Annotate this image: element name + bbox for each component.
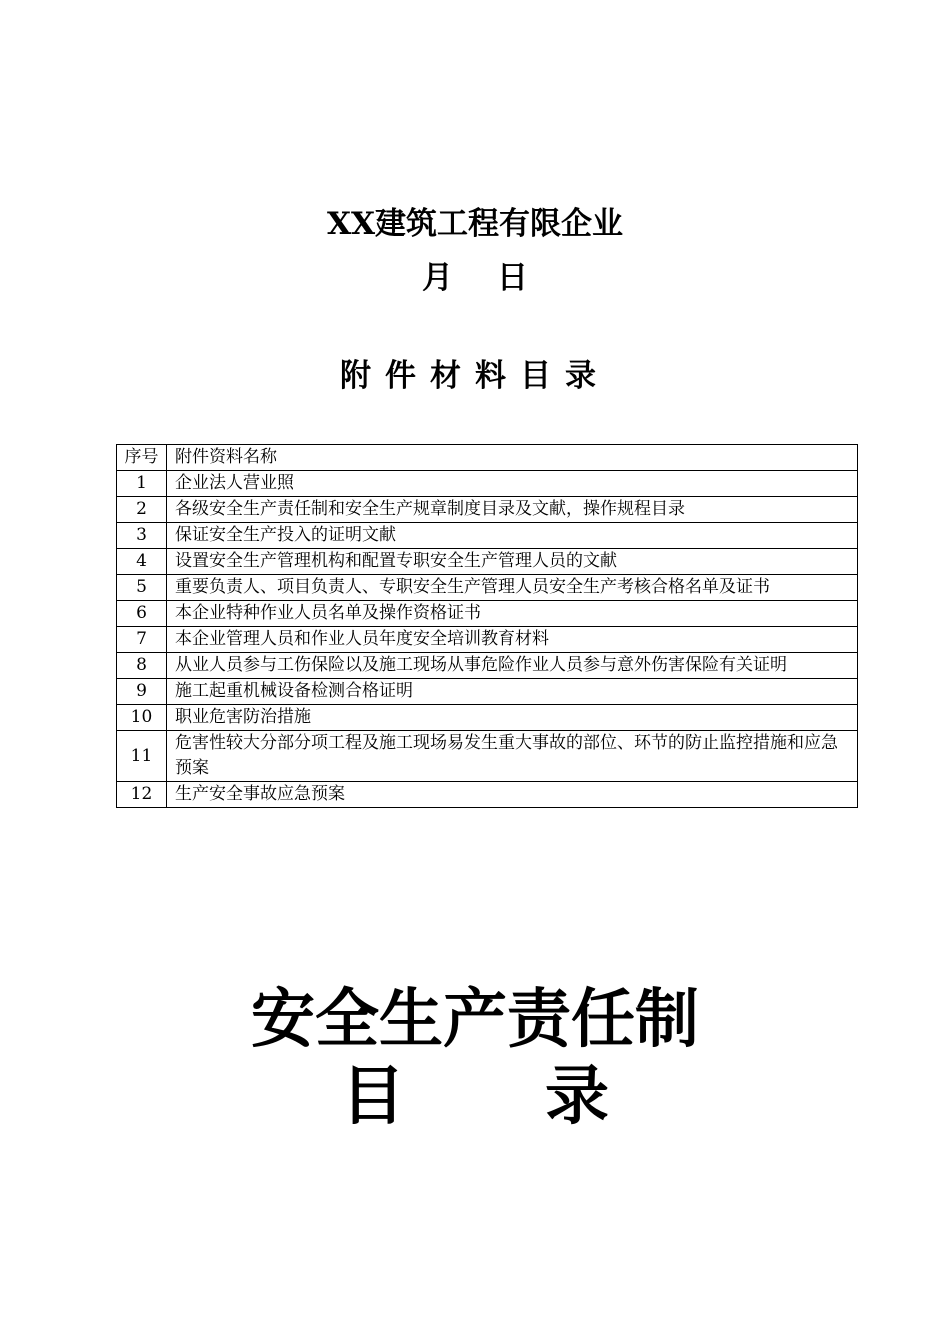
company-name: XX建筑工程有限企业 [326,206,624,242]
table-row [117,601,858,627]
row-number: 4 [117,549,167,575]
header-name: 附件资料名称 [167,445,858,471]
attachment-table [116,444,858,808]
month-label: 月 [422,260,453,296]
row-document-name: 企业法人营业照 [167,471,858,497]
row-number: 2 [117,497,167,523]
row-document-name: 本企业管理人员和作业人员年度安全培训教育材料 [167,627,858,653]
section-subtitle [0,1055,950,1139]
table-row [117,549,858,575]
table-row [117,653,858,679]
row-number: 11 [117,731,167,782]
row-document-name: 生产安全事故应急预案 [167,782,858,808]
date-line [0,252,950,297]
row-document-name: 施工起重机械设备检测合格证明 [167,679,858,705]
row-document-name: 危害性较大分部分项工程及施工现场易发生重大事故的部位、环节的防止监控措施和应急预案 [167,731,858,782]
day-label: 日 [497,260,528,296]
row-number: 3 [117,523,167,549]
table-row [117,497,858,523]
table-row [117,679,858,705]
row-document-name: 从业人员参与工伤保险以及施工现场从事危险作业人员参与意外伤害保险有关证明 [167,653,858,679]
row-number: 7 [117,627,167,653]
table-row [117,523,858,549]
row-number: 1 [117,471,167,497]
subtitle-char-2: 录 [545,1060,609,1134]
row-document-name: 保证安全生产投入的证明文献 [167,523,858,549]
row-document-name: 重要负责人、项目负责人、专职安全生产管理人员安全生产考核合格名单及证书 [167,575,858,601]
table-row [117,627,858,653]
row-document-name: 本企业特种作业人员名单及操作资格证书 [167,601,858,627]
row-document-name: 各级安全生产责任制和安全生产规章制度目录及文献，操作规程目录 [167,497,858,523]
row-number: 8 [117,653,167,679]
row-document-name: 设置安全生产管理机构和配置专职安全生产管理人员的文献 [167,549,858,575]
table-header-row [117,445,858,471]
subtitle-char-1: 目 [341,1060,405,1134]
table-row [117,782,858,808]
table-row [117,705,858,731]
row-number: 6 [117,601,167,627]
table-row [117,575,858,601]
section-title: 安全生产责任制 [251,983,699,1057]
appendix-title: 附件材料目录 [340,358,610,394]
header-no: 序号 [117,445,167,471]
row-number: 5 [117,575,167,601]
row-document-name: 职业危害防治措施 [167,705,858,731]
table-row [117,731,858,782]
row-number: 10 [117,705,167,731]
row-number: 12 [117,782,167,808]
table-row [117,471,858,497]
row-number: 9 [117,679,167,705]
